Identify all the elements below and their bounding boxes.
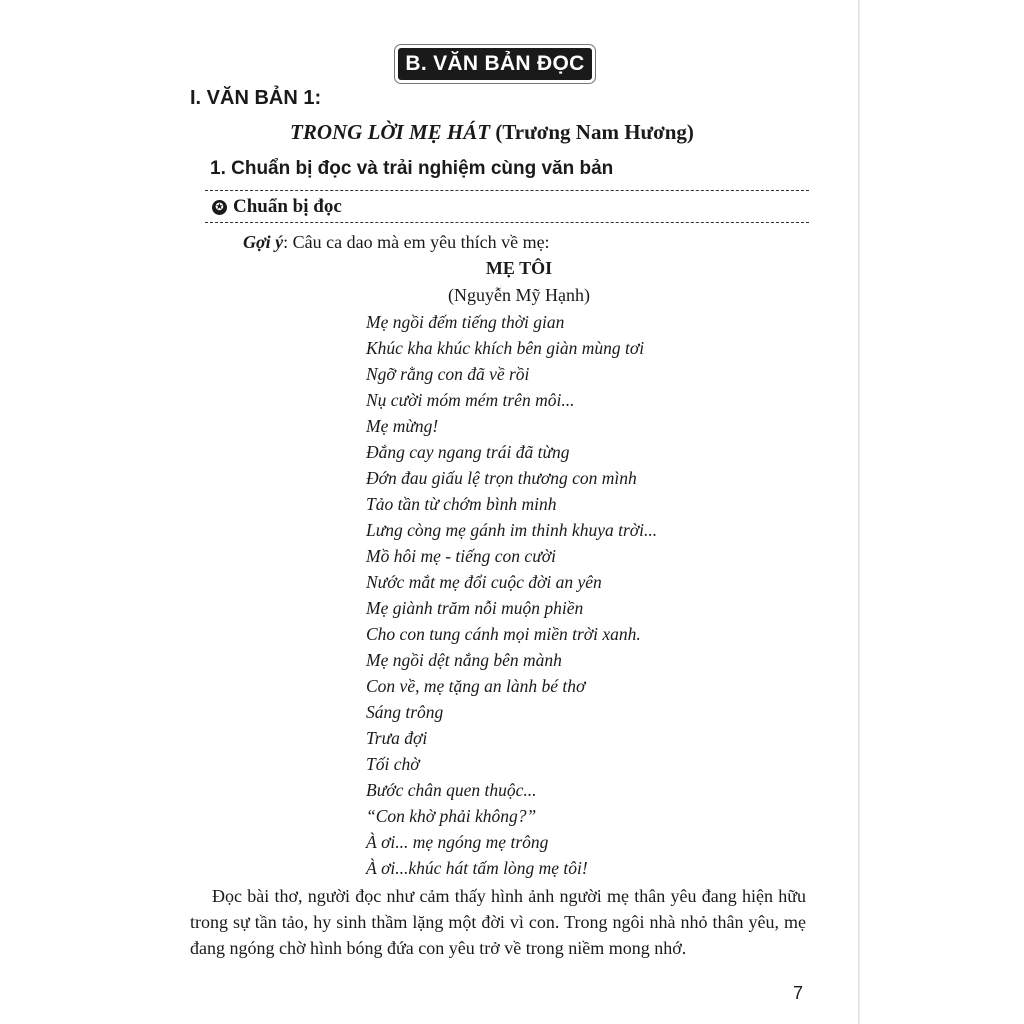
poem-lines <box>366 309 657 881</box>
poem-author: (Nguyễn Mỹ Hạnh) <box>448 285 590 305</box>
poem-line: Cho con tung cánh mọi miền trời xanh. <box>366 624 641 644</box>
poem-line: Mẹ mừng! <box>366 416 439 436</box>
poem-line: Con về, mẹ tặng an lành bé thơ <box>366 676 586 696</box>
divider-top <box>205 190 809 191</box>
work-title-name: TRONG LỜI MẸ HÁT <box>290 120 491 144</box>
hint-line <box>243 232 550 253</box>
poem-line: Nụ cười móm mém trên môi... <box>366 390 575 410</box>
poem-line: Tối chờ <box>366 754 420 774</box>
poem-line: Mồ hôi mẹ - tiếng con cười <box>366 546 556 566</box>
poem-line: Ngỡ rằng con đã về rồi <box>366 364 530 384</box>
poem-line: Sáng trông <box>366 702 444 722</box>
poem-title: MẸ TÔI <box>485 258 553 278</box>
poem-line: Bước chân quen thuộc... <box>366 780 537 800</box>
star-circle-icon: ✪ <box>212 200 227 215</box>
poem-line: Đắng cay ngang trái đã từng <box>366 442 570 462</box>
poem-line: À ơi... mẹ ngóng mẹ trông <box>366 832 549 852</box>
poem-line: Khúc kha khúc khích bên giàn mùng tơi <box>366 338 645 358</box>
hint-text: : Câu ca dao mà em yêu thích về mẹ: <box>283 232 550 252</box>
prep-label: Chuẩn bị đọc <box>233 196 342 217</box>
poem-line: Mẹ ngồi đếm tiếng thời gian <box>366 312 565 332</box>
hint-label: Gợi ý <box>243 232 284 252</box>
divider-bottom <box>205 222 809 223</box>
prep-heading <box>212 196 342 218</box>
poem-line: “Con khờ phải không?” <box>366 806 537 826</box>
page-number: 7 <box>793 983 804 1003</box>
poem-line: Trưa đợi <box>366 728 428 748</box>
page-edge <box>858 0 860 1024</box>
heading-text-1: I. VĂN BẢN 1: <box>190 87 322 109</box>
section-label: B. VĂN BẢN ĐỌC <box>398 48 592 80</box>
poem-line: Đớn đau giấu lệ trọn thương con mình <box>366 468 637 488</box>
poem-line: À ơi...khúc hát tấm lòng mẹ tôi! <box>366 858 588 878</box>
poem-line: Tảo tần từ chớm bình minh <box>366 494 557 514</box>
poem-line: Mẹ ngồi dệt nắng bên mành <box>366 650 562 670</box>
poem-line: Lưng còng mẹ gánh im thinh khuya trời... <box>366 520 658 540</box>
reflection-paragraph: Đọc bài thơ, người đọc như cảm thấy hình ảnh người mẹ thân yêu đang hiện hữu trong sự tần tảo, hy sinh thầm lặng một đời vì con. Trong ngôi nhà nhỏ thân yêu, mẹ đang ngóng chờ hình bóng đứa con yêu trở về trong niềm mong nhớ. <box>190 886 806 958</box>
work-title <box>290 120 694 145</box>
work-title-author: (Trương Nam Hương) <box>495 120 694 144</box>
poem-line: Nước mắt mẹ đổi cuộc đời an yên <box>366 572 602 592</box>
poem-line: Mẹ giành trăm nỗi muộn phiền <box>366 598 584 618</box>
heading-prepare-and-experience: 1. Chuẩn bị đọc và trải nghiệm cùng văn bản <box>210 158 614 179</box>
